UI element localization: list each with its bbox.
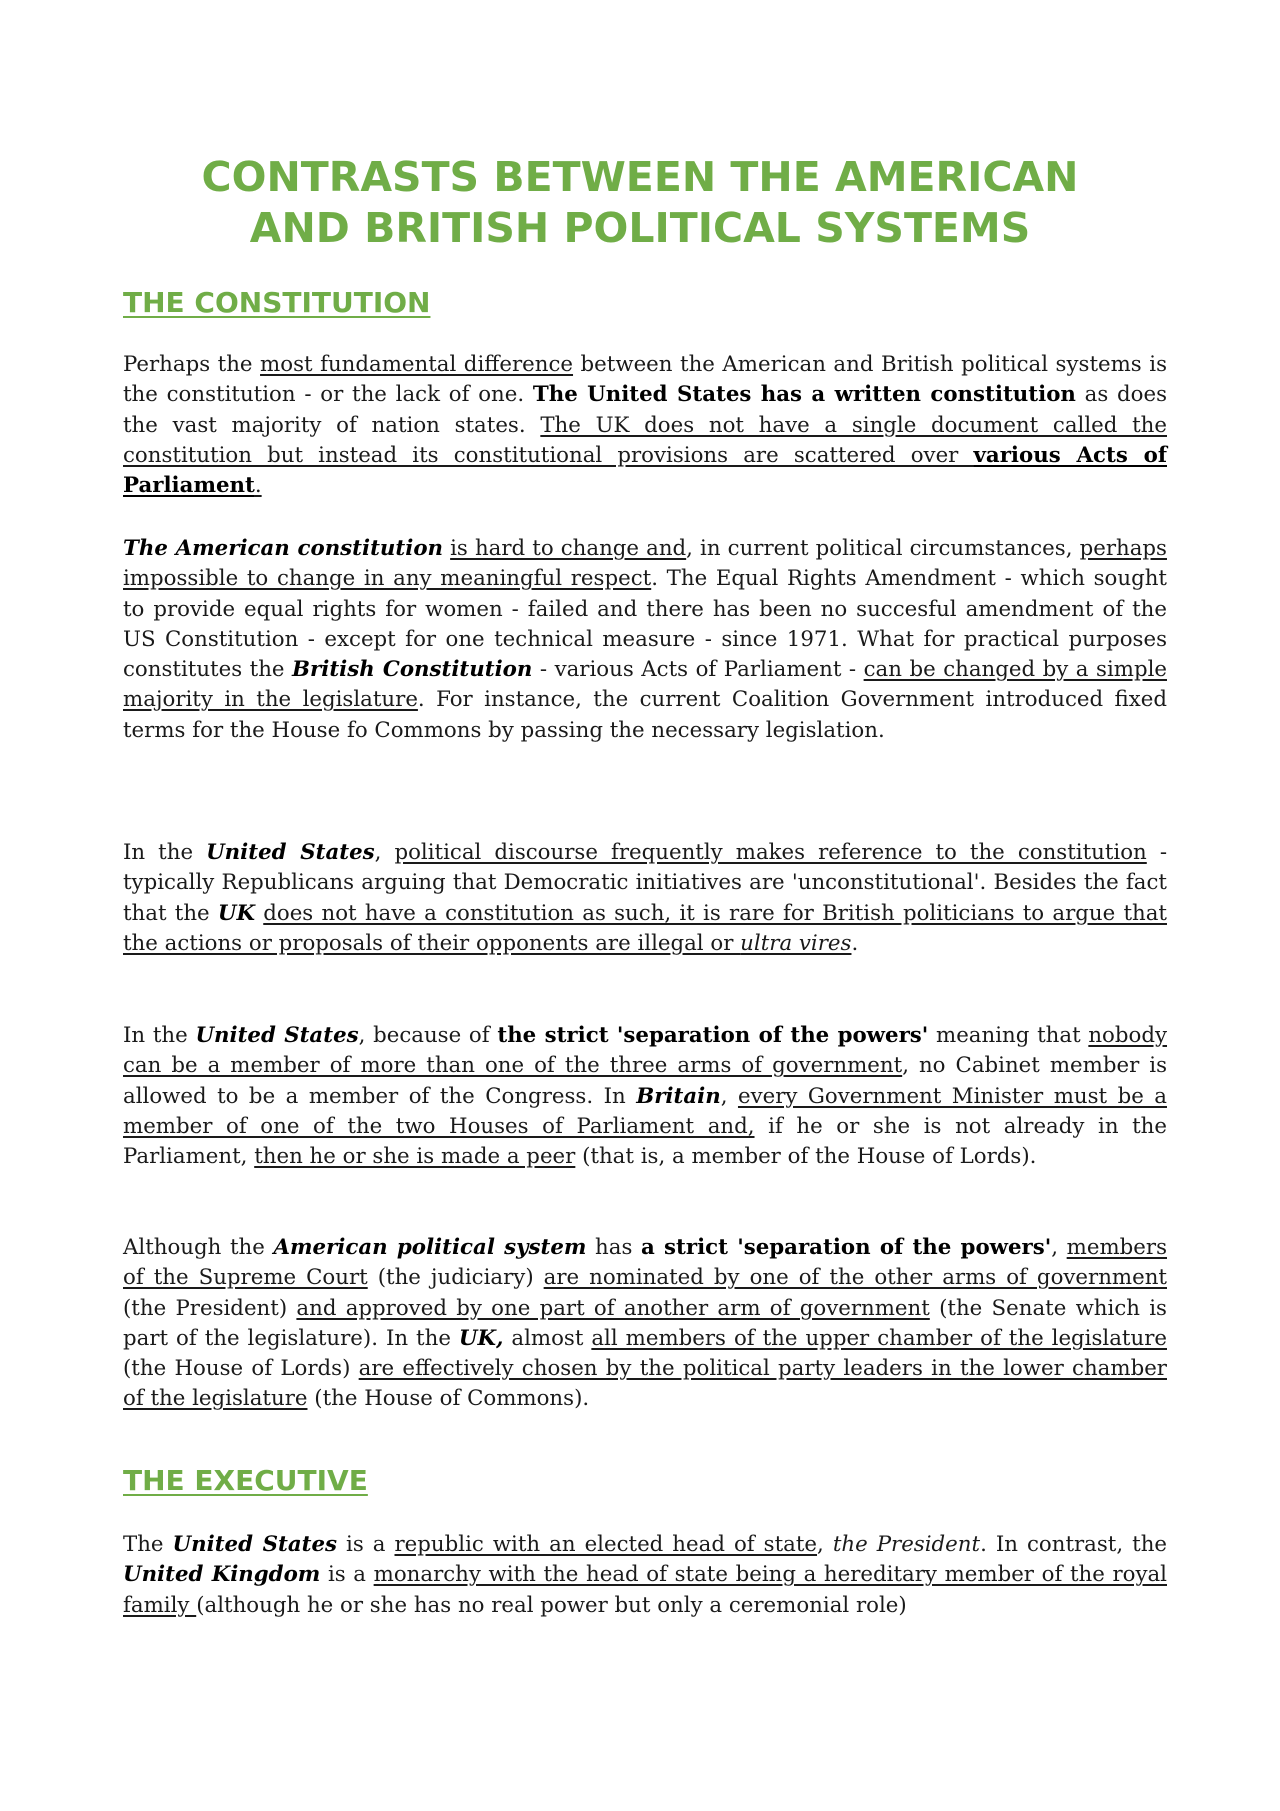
text-run: meaning that [928,1023,1089,1048]
text-run: United States [172,1532,338,1557]
text-run: The United States has a written constitution [532,382,1076,408]
text-run: republic with an elected head of state [394,1532,818,1557]
text-run: Perhaps the [123,352,261,377]
text-run: . [254,473,262,499]
paragraph [123,838,1167,959]
text-run: various Acts of Parliament [123,442,1167,499]
text-run: and approved by one part of another arm of government [296,1295,930,1321]
text-run: , [1051,1235,1067,1260]
text-run: (the President) [123,1295,297,1321]
text-run: (that is, a member of the House of Lords). [575,1144,1037,1170]
text-run: . The Equal Rights Amendment - which sought to provide equal rights for women - failed and there has been no succesful amendment of the US Constitution - except for one technical measure - since 1971. What for practical purposes constitutes the [123,566,1167,683]
text-run: the strict 'separation of the powers' [497,1023,929,1048]
text-run: monarchy with the head of state being a hereditary member of the royal family [123,1562,1167,1618]
paragraph [123,534,1167,746]
text-run: is a [320,1562,374,1588]
text-run: is hard to change and [450,536,687,561]
text-run: . For instance, the current Coalition Government introduced fixed terms for the House fo Commons by passing the necessary legislation. [123,687,1167,743]
text-run: In the [123,840,207,865]
text-run: (although he or she has no real power but only a ceremonial role) [196,1592,907,1618]
text-run: . In contrast, the [980,1532,1168,1557]
text-run [255,901,263,926]
text-run: then he or she is made a peer [254,1144,576,1170]
text-run: United Kingdom [123,1562,321,1588]
text-run: - typically Republicans arguing that Democratic initiatives are 'unconstitutional'. Besides the fact that the [123,840,1168,926]
text-run: between the American and British political systems is the constitution - or the lack of one. [123,352,1167,408]
text-run: , because of [358,1023,498,1048]
text-run: United States [195,1023,359,1048]
text-run: are nominated by one of the other arms of government [543,1265,1167,1291]
title-line-1: CONTRASTS BETWEEN THE AMERICAN [201,153,1079,201]
text-run: (the Senate which is part of the legislature). In the [123,1295,1167,1351]
section-heading-executive: THE EXECUTIVE [123,1464,368,1497]
text-run: political discourse frequently makes reference to the constitution [394,840,1147,865]
text-run: can be changed by a simple majority in the legislature [123,657,1167,713]
text-run: (the judiciary) [367,1265,544,1291]
text-run: the President [832,1532,981,1557]
text-run: (the House of Commons). [307,1386,590,1412]
text-run: The [123,1532,173,1557]
text-run: nobody can be a member of more than one of the three arms of government [123,1023,1168,1079]
text-run: - various Acts of Parliament - [532,657,864,683]
text-run: In the [123,1023,196,1048]
paragraph [123,1233,1167,1415]
text-run: UK, [458,1325,504,1351]
text-run: Britain [636,1083,721,1109]
paragraph [123,350,1167,501]
text-run: . [851,930,859,956]
text-run: , in current political circumstances, [686,536,1080,561]
text-run: all members of the upper chamber of the legislature [591,1325,1167,1351]
text-run: , [720,1083,738,1109]
text-run: perhaps impossible to change in any meaningful respect [123,536,1167,592]
text-run: United States [206,840,375,865]
text-run: The UK does not have a single document called the constitution but instead its constitutional provisions are scattered over [123,412,1167,468]
paragraph [123,1530,1167,1621]
text-run: , no Cabinet member is allowed to be a member of the Congress. In [123,1053,1168,1109]
text-run: if he or she is not already in the Parliament, [123,1113,1168,1170]
text-run: most fundamental difference [260,352,574,377]
text-run: almost [503,1325,592,1351]
text-run: has [586,1235,641,1260]
text-run: The American constitution [123,536,444,561]
text-run: , [374,840,395,865]
text-run: British Constitution [292,657,533,683]
title-line-2: AND BRITISH POLITICAL SYSTEMS [249,204,1031,252]
text-run: a strict 'separation of the powers' [640,1235,1052,1260]
document-title [100,152,1180,254]
text-run: ultra vires [740,930,852,956]
text-run: (the House of Lords) [123,1356,359,1382]
text-run: are effectively chosen by the political party leaders in the lower chamber of the legislature [123,1356,1167,1412]
section-heading-constitution: THE CONSTITUTION [123,286,431,319]
text-run: is a [337,1532,395,1557]
text-run: Although the [123,1235,274,1260]
paragraph [123,1021,1167,1172]
text-run: every Government Minister must be a member of one of the two Houses of Parliament and, [123,1083,1167,1139]
text-run: as does the vast majority of nation states. [123,382,1168,438]
text-run: does not have a constitution as such, it is rare for British politicians to argue that the actions or proposals of their opponents are illegal or [123,900,1167,956]
text-run: American political system [273,1235,587,1260]
text-run: , [817,1532,833,1557]
text-run: members of the Supreme Court [123,1235,1167,1291]
text-run: UK [217,900,255,926]
